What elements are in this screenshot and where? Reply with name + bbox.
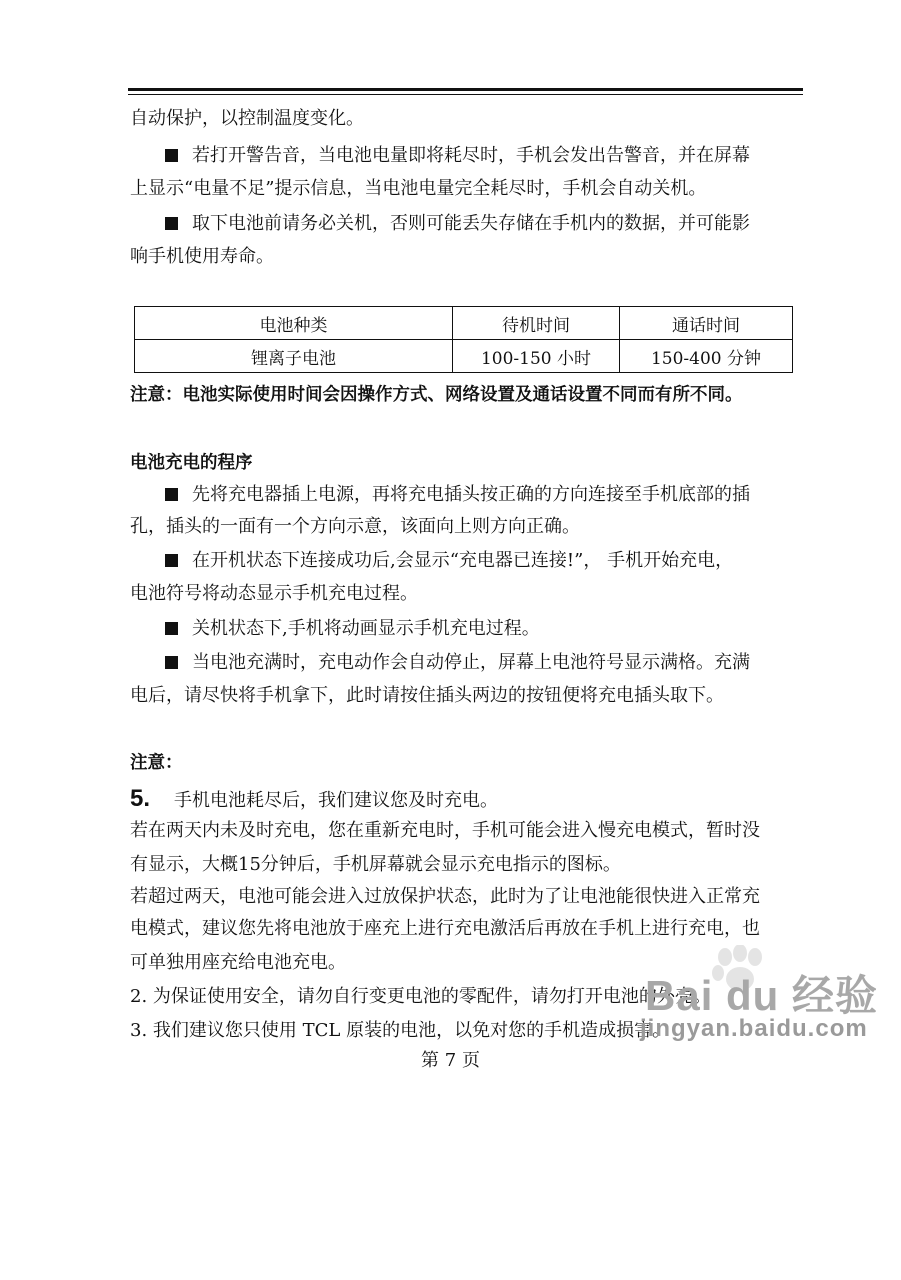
numbered-item: 3. 我们建议您只使用 TCL 原装的电池，以免对您的手机造成损害。 [130, 1020, 671, 1041]
paragraph-line: 有显示，大概15分钟后，手机屏幕就会显示充电指示的图标。 [130, 854, 621, 875]
bullet-paragraph: 取下电池前请务必关机，否则可能丢失存储在手机内的数据，并可能影 [165, 211, 845, 237]
paragraph-line: 若超过两天，电池可能会进入过放保护状态，此时为了让电池能很快进入正常充 [130, 886, 760, 907]
paragraph-line: 上显示“电量不足”提示信息，当电池电量完全耗尽时，手机会自动关机。 [130, 178, 707, 199]
square-bullet-icon [165, 656, 178, 669]
table-cell: 锂离子电池 [135, 340, 453, 373]
paragraph-line: 电后，请尽快将手机拿下，此时请按住插头两边的按钮便将充电插头取下。 [130, 685, 724, 706]
header-rule-thin [128, 94, 803, 95]
square-bullet-icon [165, 149, 178, 162]
table-header-row [135, 307, 793, 340]
numbered-item: 5. 手机电池耗尽后，我们建议您及时充电。 [130, 785, 499, 812]
paragraph-line: 若在两天内未及时充电，您在重新充电时，手机可能会进入慢充电模式，暂时没 [130, 820, 760, 841]
table-header: 通话时间 [620, 307, 793, 340]
paragraph-line: 电模式，建议您先将电池放于座充上进行充电激活后再放在手机上进行充电，也 [130, 918, 760, 939]
table-cell: 100-150 小时 [453, 340, 620, 373]
square-bullet-icon [165, 622, 178, 635]
bullet-paragraph: 若打开警告音，当电池电量即将耗尽时，手机会发出告警音，并在屏幕 [165, 143, 845, 169]
note-line: 注意：电池实际使用时间会因操作方式、网络设置及通话设置不同而有所不同。 [130, 385, 743, 405]
header-rule-thick [128, 88, 803, 91]
watermark-logo: Bai du 经验 [645, 972, 879, 1019]
note-label: 注意： [130, 753, 183, 773]
square-bullet-icon [165, 488, 178, 501]
bullet-paragraph: 先将充电器插上电源，再将充电插头按正确的方向连接至手机底部的插 [165, 482, 845, 508]
paragraph-line: 可单独用座充给电池充电。 [130, 952, 346, 973]
table-header: 待机时间 [453, 307, 620, 340]
square-bullet-icon [165, 217, 178, 230]
table-row [135, 340, 793, 373]
battery-table [134, 306, 793, 373]
bullet-paragraph: 在开机状态下连接成功后,会显示“充电器已连接!”， 手机开始充电， [165, 548, 845, 574]
paragraph-line: 自动保护，以控制温度变化。 [130, 108, 364, 129]
bullet-paragraph: 当电池充满时，充电动作会自动停止，屏幕上电池符号显示满格。充满 [165, 650, 845, 676]
table-cell: 150-400 分钟 [620, 340, 793, 373]
watermark-url: jingyan.baidu.com [640, 1015, 868, 1042]
page-number: 第 7 页 [421, 1050, 480, 1071]
bullet-paragraph: 关机状态下,手机将动画显示手机充电过程。 [165, 616, 845, 642]
square-bullet-icon [165, 554, 178, 567]
item-number: 5. [130, 785, 151, 812]
section-title: 电池充电的程序 [130, 453, 253, 473]
paragraph-line: 响手机使用寿命。 [130, 246, 274, 267]
paragraph-line: 孔，插头的一面有一个方向示意，该面向上则方向正确。 [130, 516, 580, 537]
numbered-item: 2. 为保证使用安全，请勿自行变更电池的零配件，请勿打开电池的外壳。 [130, 986, 711, 1007]
table-header: 电池种类 [135, 307, 453, 340]
paragraph-line: 电池符号将动态显示手机充电过程。 [130, 583, 418, 604]
